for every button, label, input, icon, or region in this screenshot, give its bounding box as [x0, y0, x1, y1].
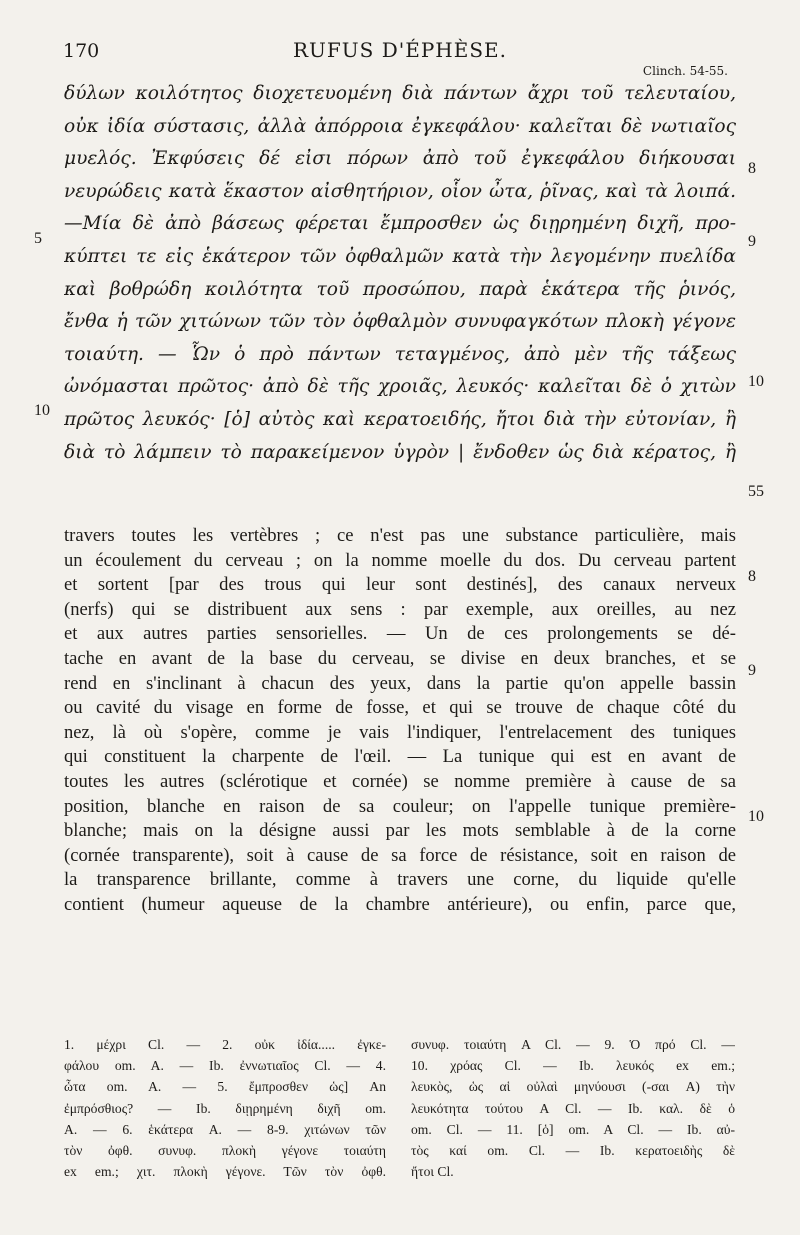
french-line: ou cavité du visage en forme de fosse, et qui se trouve de chaque côté du [64, 697, 736, 719]
greek-line: —Μία δὲ ἀπὸ βάσεως φέρεται ἔμπροσθεν ὡς διῃρημένη διχῆ, προ- [64, 213, 736, 235]
french-line: toutes les autres (sclérotique et cornée) se nomme première à cause de sa [64, 770, 736, 792]
reference-note: Clinch. 54-55. [642, 64, 728, 78]
margin-number: 9 [748, 233, 756, 250]
french-text-block [64, 524, 736, 918]
greek-line: διὰ τὸ λάμπειν τὸ παρακείμενον ὑγρὸν | ἔνδοθεν ὡς διὰ κέρατος, ἢ [64, 441, 736, 463]
margin-number: 10 [34, 402, 50, 419]
footnote-line: ex em.; χιτ. πλοκὴ γέγονε. Τῶν τὸν ὀφθ. [64, 1164, 386, 1180]
greek-line: πρῶτος λευκός· [ὁ] αὐτὸς καὶ κερατοειδής, ἤτοι διὰ τὴν εὐτονίαν, ἢ [64, 408, 736, 430]
footnote-line: τὸς καί om. Cl. — Ib. κερατοειδὴς δὲ [411, 1142, 735, 1158]
greek-line: καὶ βοθρώδη κοιλότητα τοῦ προσώπου, παρὰ ἑκάτερα τῆς ῥινός, [64, 278, 736, 300]
running-title: RUFUS D'ÉPHÈSE. [293, 38, 507, 62]
margin-number: 10 [748, 808, 764, 825]
margin-number: 8 [748, 160, 756, 177]
greek-line: μυελός. Ἐκφύσεις δέ εἰσι πόρων ἀπὸ τοῦ ἐγκεφάλου διήκουσαι [64, 148, 736, 170]
greek-line: νευρώδεις κατὰ ἕκαστον αἰσθητήριον, οἷον ὦτα, ῥῖνας, καὶ τὰ λοιπά. [64, 180, 736, 202]
french-line: et aux autres parties sensorielles. — Un de ces prolongements se dé- [64, 623, 736, 645]
french-line: la transparence brillante, comme à travers une corne, du liquide qu'elle [64, 869, 736, 891]
footnote-line: τὸν ὀφθ. συνυφ. πλοκὴ γέγονε τοιαύτη [64, 1142, 386, 1158]
margin-number: 8 [748, 568, 756, 585]
footnote-line: ἐμπρόσθιος? — Ib. διῃρημένη διχῆ om. [64, 1100, 386, 1116]
footnote-line: συνυφ. τοιαύτη A Cl. — 9. Ὁ πρό Cl. — [411, 1037, 735, 1052]
footnote-line: om. Cl. — 11. [ὁ] om. A Cl. — Ib. αὐ- [411, 1121, 735, 1137]
greek-line: ὠνόμασται πρῶτος· ἀπὸ δὲ τῆς χροιᾶς, λευκός· καλεῖται δὲ ὁ χιτὼν [64, 376, 736, 398]
margin-number: 5 [34, 230, 42, 247]
footnote-line: ὦτα om. A. — 5. ἔμπροσθεν ὡς] An [64, 1079, 386, 1095]
footnotes-left-column [64, 1034, 386, 1182]
margin-number: 9 [748, 662, 756, 679]
french-line: nez, là où s'opère, comme je vais l'indiquer, l'entrelacement des tuniques [64, 721, 736, 743]
greek-line: τοιαύτη. — Ὧν ὁ πρὸ πάντων τεταγμένος, ἀπὸ μὲν τῆς τάξεως [64, 343, 736, 365]
french-line: rend en s'inclinant à chacun des yeux, dans la partie qu'on appelle bassin [64, 672, 736, 694]
margin-number: 10 [748, 373, 764, 390]
french-line: travers toutes les vertèbres ; ce n'est pas une substance particulière, mais [64, 525, 736, 546]
footnote-line: λευκὸς, ὡς αἱ οὐλαὶ μηνύουσι (-σαι A) τὴν [411, 1079, 735, 1095]
french-line: tache en avant de la base du cerveau, se divise en deux branches, et se [64, 647, 736, 669]
greek-line: οὐκ ἰδία σύστασις, ἀλλὰ ἀπόρροια ἐγκεφάλου· καλεῖται δὲ νωτιαῖος [64, 115, 736, 137]
footnotes-right-column [411, 1034, 735, 1182]
page-number: 170 [63, 40, 100, 62]
footnote-line: λευκότητα τούτου A Cl. — Ib. καλ. δὲ ὁ [411, 1100, 735, 1116]
greek-line: δύλων κοιλότητος διοχετευομένη διὰ πάντων ἄχρι τοῦ τελευταίου, [64, 83, 736, 104]
french-line: blanche; mais on la désigne aussi par les mots semblable à de la corne [64, 820, 736, 842]
footnote-line: φάλου om. A. — Ib. ἐννωτιαῖος Cl. — 4. [64, 1058, 386, 1074]
footnote-line: A. — 6. ἑκάτερα A. — 8-9. χιτώνων τῶν [64, 1121, 386, 1137]
french-line: (nerfs) qui se distribuent aux sens : par exemple, aux oreilles, au nez [64, 598, 736, 620]
greek-line: κύπτει τε εἰς ἑκάτερον τῶν ὀφθαλμῶν κατὰ τὴν λεγομένην πυελίδα [64, 245, 736, 267]
french-line: qui constituent la charpente de l'œil. — La tunique qui est en avant de [64, 746, 736, 768]
french-line: et sortent [par des trous qui leur sont destinés], des canaux nerveux [64, 574, 736, 596]
french-line: contient (humeur aqueuse de la chambre antérieure), ou enfin, parce que, [64, 893, 736, 915]
greek-text-block [64, 78, 736, 469]
french-line: un écoulement du cerveau ; on la nomme moelle du dos. Du cerveau partent [64, 549, 736, 571]
footnote-line: 10. χρόας Cl. — Ib. λευκός ex em.; [411, 1058, 735, 1074]
greek-line: ἔνθα ἡ τῶν χιτώνων τῶν τὸν ὀφθαλμὸν συνυφαγκότων πλοκὴ γέγονε [64, 311, 736, 333]
footnote-line: ἤτοι Cl. [411, 1164, 454, 1180]
margin-number: 55 [748, 483, 764, 500]
french-line: position, blanche en raison de sa couleur; on l'appelle tunique première- [64, 795, 736, 817]
footnote-line: 1. μέχρι Cl. — 2. οὐκ ἰδία..... ἐγκε- [64, 1037, 386, 1052]
french-line: (cornée transparente), soit à cause de sa force de résistance, soit en raison de [64, 844, 736, 866]
